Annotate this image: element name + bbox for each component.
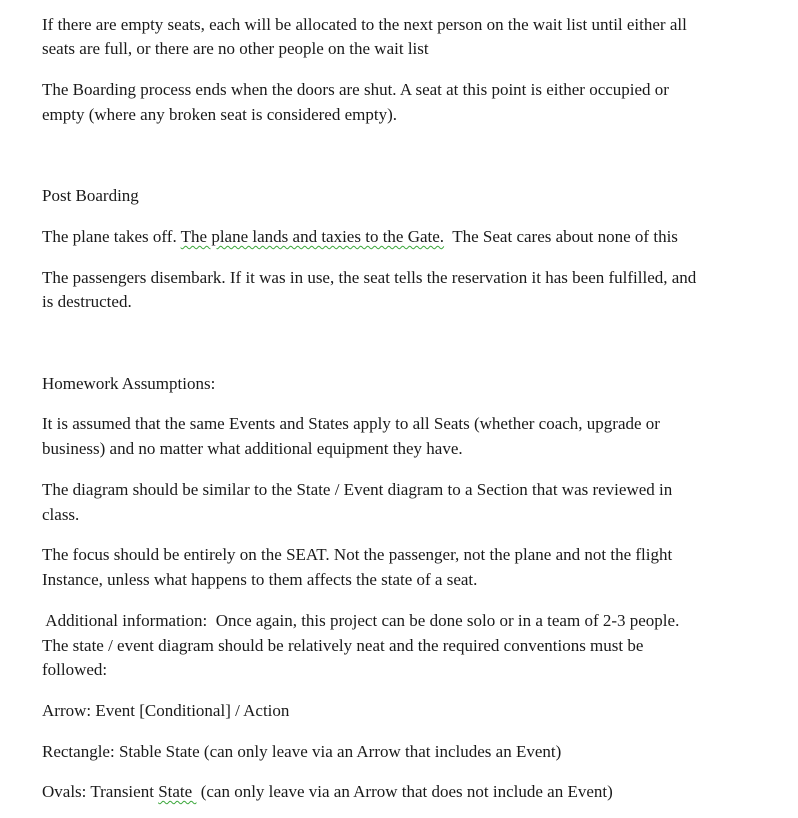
paragraph-line: The state / event diagram should be relatively neat and the required conventions must be — [42, 636, 644, 655]
paragraph-line: is destructed. — [42, 292, 132, 311]
text-span: The Seat cares about none of this — [444, 227, 678, 246]
paragraph-line: The Boarding process ends when the doors are shut. A seat at this point is either occupied or — [42, 80, 669, 99]
text-span: The plane takes off. — [42, 227, 181, 246]
paragraph-line: The focus should be entirely on the SEAT. Not the passenger, not the plane and not the flight — [42, 545, 673, 564]
paragraph-line: Additional information: Once again, this project can be done solo or in a team of 2-3 people. — [42, 611, 680, 630]
paragraph-line: class. — [42, 505, 80, 524]
paragraph-line: The diagram should be similar to the State / Event diagram to a Section that was reviewed in — [42, 480, 673, 499]
convention-ovals — [42, 780, 613, 804]
paragraph-line: It is assumed that the same Events and States apply to all Seats (whether coach, upgrade or — [42, 414, 660, 433]
paragraph-line: Instance, unless what happens to them affects the state of a seat. — [42, 570, 478, 589]
convention-arrow: Arrow: Event [Conditional] / Action — [42, 701, 290, 720]
text-span: (can only leave via an Arrow that does not include an Event) — [196, 782, 613, 801]
paragraph-line — [42, 225, 678, 249]
grammar-flagged-text: The plane lands and taxies to the Gate. — [180, 227, 445, 246]
paragraph-line: empty (where any broken seat is considered empty). — [42, 105, 397, 124]
text-span: Ovals: Transient — [42, 782, 159, 801]
grammar-flagged-text: State — [158, 782, 197, 801]
convention-rectangle: Rectangle: Stable State (can only leave via an Arrow that includes an Event) — [42, 742, 562, 761]
paragraph-line: business) and no matter what additional equipment they have. — [42, 439, 463, 458]
section-heading-post-boarding: Post Boarding — [42, 186, 139, 205]
paragraph-line: seats are full, or there are no other people on the wait list — [42, 39, 429, 58]
section-heading-homework-assumptions: Homework Assumptions: — [42, 374, 216, 393]
paragraph-line: If there are empty seats, each will be allocated to the next person on the wait list until either all — [42, 15, 687, 34]
paragraph-line: followed: — [42, 660, 108, 679]
paragraph-line: The passengers disembark. If it was in use, the seat tells the reservation it has been fulfilled, and — [42, 268, 697, 287]
